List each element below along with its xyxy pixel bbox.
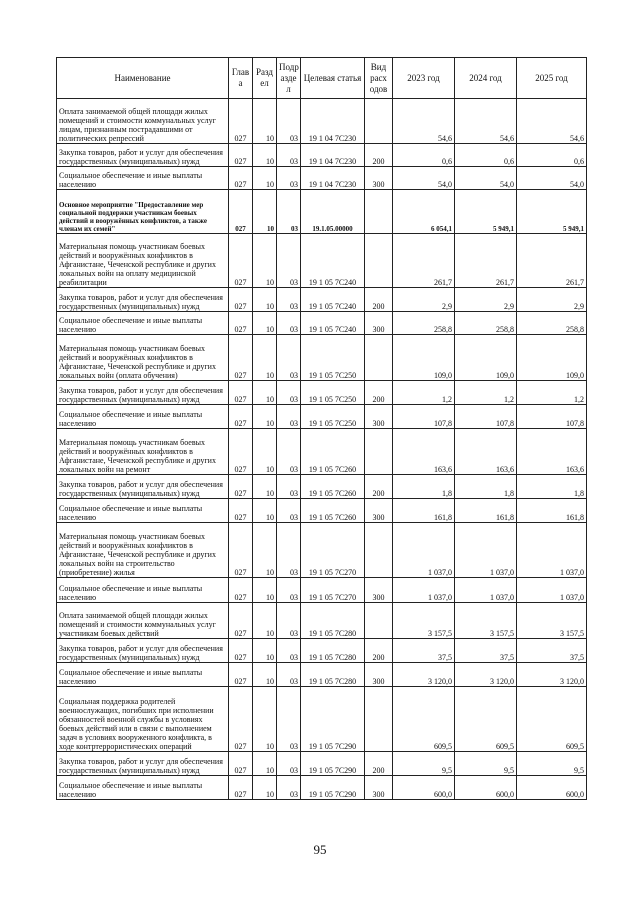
cell-y2024: 163,6	[455, 429, 517, 475]
table-row	[57, 475, 587, 499]
cell-y2025: 1,2	[517, 381, 587, 405]
cell-y2024: 261,7	[455, 234, 517, 288]
cell-podrazdel: 03	[277, 99, 301, 144]
table-header-row	[57, 58, 587, 99]
cell-y2025: 3 157,5	[517, 603, 587, 639]
cell-y2024: 3 120,0	[455, 663, 517, 687]
cell-vid: 200	[365, 475, 393, 499]
cell-vid: 200	[365, 144, 393, 167]
table-row	[57, 288, 587, 312]
cell-vid: 300	[365, 167, 393, 190]
cell-razdel: 10	[253, 429, 277, 475]
cell-y2025: 1 037,0	[517, 523, 587, 578]
cell-razdel: 10	[253, 752, 277, 776]
cell-vid	[365, 335, 393, 381]
cell-y2025: 161,8	[517, 499, 587, 523]
cell-podrazdel: 03	[277, 603, 301, 639]
cell-vid	[365, 523, 393, 578]
cell-article: 19 1 04 7C230	[301, 99, 365, 144]
cell-y2025: 9,5	[517, 752, 587, 776]
table-row	[57, 429, 587, 475]
cell-name: Закупка товаров, работ и услуг для обеспечения государственных (муниципальных) нужд	[57, 639, 229, 663]
cell-y2024: 109,0	[455, 335, 517, 381]
cell-name: Социальное обеспечение и иные выплаты населению	[57, 663, 229, 687]
cell-y2024: 1 037,0	[455, 578, 517, 603]
cell-y2023: 3 157,5	[393, 603, 455, 639]
cell-glava: 027	[229, 99, 253, 144]
cell-name: Закупка товаров, работ и услуг для обеспечения государственных (муниципальных) нужд	[57, 381, 229, 405]
cell-article: 19 1 05 7C270	[301, 523, 365, 578]
cell-article: 19 1 05 7C250	[301, 405, 365, 429]
cell-y2023: 1,8	[393, 475, 455, 499]
table-row	[57, 639, 587, 663]
cell-y2025: 109,0	[517, 335, 587, 381]
cell-vid: 200	[365, 288, 393, 312]
cell-glava: 027	[229, 190, 253, 234]
cell-name: Социальное обеспечение и иные выплаты населению	[57, 776, 229, 800]
cell-y2024: 258,8	[455, 312, 517, 335]
cell-y2025: 0,6	[517, 144, 587, 167]
cell-podrazdel: 03	[277, 429, 301, 475]
cell-name: Материальная помощь участникам боевых действий и вооружённых конфликтов в Афганистане, Чеченской республике и других локальных войн на строительство (приобретение) жилья	[57, 523, 229, 578]
cell-y2024: 54,6	[455, 99, 517, 144]
cell-glava: 027	[229, 429, 253, 475]
cell-vid: 300	[365, 776, 393, 800]
cell-y2024: 609,5	[455, 687, 517, 752]
cell-name: Социальная поддержка родителей военнослужащих, погибших при исполнении обязанностей военной службы в условиях боевых действий или в связи с выполнением задач в условиях вооруженного конфликта, в ходе контртеррористических операций	[57, 687, 229, 752]
header-glava: Глав а	[229, 58, 253, 99]
header-podrazdel: Подр азде л	[277, 58, 301, 99]
table-row	[57, 603, 587, 639]
cell-razdel: 10	[253, 499, 277, 523]
table-row	[57, 99, 587, 144]
cell-y2023: 163,6	[393, 429, 455, 475]
header-article: Целевая статья	[301, 58, 365, 99]
table-row	[57, 687, 587, 752]
cell-glava: 027	[229, 687, 253, 752]
header-razdel: Разд ел	[253, 58, 277, 99]
cell-y2025: 609,5	[517, 687, 587, 752]
cell-vid: 300	[365, 663, 393, 687]
cell-y2023: 9,5	[393, 752, 455, 776]
cell-vid	[365, 603, 393, 639]
cell-y2023: 161,8	[393, 499, 455, 523]
table-row	[57, 190, 587, 234]
table-row	[57, 167, 587, 190]
cell-y2024: 5 949,1	[455, 190, 517, 234]
cell-article: 19 1 05 7C260	[301, 499, 365, 523]
cell-article: 19 1 04 7C230	[301, 167, 365, 190]
cell-podrazdel: 03	[277, 234, 301, 288]
cell-y2025: 3 120,0	[517, 663, 587, 687]
cell-razdel: 10	[253, 603, 277, 639]
header-vid: Вид расх одов	[365, 58, 393, 99]
cell-y2023: 2,9	[393, 288, 455, 312]
cell-y2025: 5 949,1	[517, 190, 587, 234]
cell-glava: 027	[229, 288, 253, 312]
cell-y2023: 1 037,0	[393, 578, 455, 603]
header-2024: 2024 год	[455, 58, 517, 99]
cell-glava: 027	[229, 144, 253, 167]
cell-name: Оплата занимаемой общей площади жилых помещений и стоимости коммунальных услуг участникам боевых действий	[57, 603, 229, 639]
cell-glava: 027	[229, 475, 253, 499]
cell-y2023: 261,7	[393, 234, 455, 288]
header-2025: 2025 год	[517, 58, 587, 99]
cell-name: Социальное обеспечение и иные выплаты населению	[57, 167, 229, 190]
cell-y2023: 37,5	[393, 639, 455, 663]
cell-y2025: 163,6	[517, 429, 587, 475]
cell-vid: 200	[365, 639, 393, 663]
cell-podrazdel: 03	[277, 312, 301, 335]
cell-podrazdel: 03	[277, 475, 301, 499]
cell-glava: 027	[229, 776, 253, 800]
cell-y2023: 0,6	[393, 144, 455, 167]
cell-razdel: 10	[253, 288, 277, 312]
cell-name: Закупка товаров, работ и услуг для обеспечения государственных (муниципальных) нужд	[57, 475, 229, 499]
cell-razdel: 10	[253, 144, 277, 167]
cell-razdel: 10	[253, 578, 277, 603]
cell-podrazdel: 03	[277, 752, 301, 776]
cell-y2023: 109,0	[393, 335, 455, 381]
table-row	[57, 381, 587, 405]
cell-vid: 300	[365, 578, 393, 603]
cell-podrazdel: 03	[277, 523, 301, 578]
cell-y2024: 0,6	[455, 144, 517, 167]
table-row	[57, 144, 587, 167]
cell-article: 19 1 05 7C290	[301, 776, 365, 800]
cell-vid	[365, 429, 393, 475]
cell-name: Закупка товаров, работ и услуг для обеспечения государственных (муниципальных) нужд	[57, 752, 229, 776]
table-row	[57, 234, 587, 288]
cell-podrazdel: 03	[277, 335, 301, 381]
cell-y2023: 3 120,0	[393, 663, 455, 687]
cell-y2025: 261,7	[517, 234, 587, 288]
cell-razdel: 10	[253, 687, 277, 752]
cell-glava: 027	[229, 167, 253, 190]
cell-name: Социальное обеспечение и иные выплаты населению	[57, 405, 229, 429]
cell-podrazdel: 03	[277, 663, 301, 687]
cell-y2025: 54,6	[517, 99, 587, 144]
cell-razdel: 10	[253, 335, 277, 381]
cell-y2024: 107,8	[455, 405, 517, 429]
cell-y2025: 258,8	[517, 312, 587, 335]
cell-vid: 300	[365, 499, 393, 523]
cell-article: 19 1 05 7C280	[301, 639, 365, 663]
cell-y2024: 600,0	[455, 776, 517, 800]
table-row	[57, 405, 587, 429]
budget-table	[56, 57, 587, 800]
cell-y2024: 1 037,0	[455, 523, 517, 578]
cell-name: Оплата занимаемой общей площади жилых помещений и стоимости коммунальных услуг лицам, признанным пострадавшими от политических репрессий	[57, 99, 229, 144]
cell-article: 19 1 04 7C230	[301, 144, 365, 167]
header-name: Наименование	[57, 58, 229, 99]
cell-y2023: 609,5	[393, 687, 455, 752]
cell-name: Социальное обеспечение и иные выплаты населению	[57, 499, 229, 523]
cell-y2025: 37,5	[517, 639, 587, 663]
cell-name: Основное мероприятие "Предоставление мер социальной поддержки участникам боевых действий и вооружённых конфликтов, а также членам их семей"	[57, 190, 229, 234]
table-row	[57, 776, 587, 800]
cell-vid: 300	[365, 312, 393, 335]
cell-podrazdel: 03	[277, 144, 301, 167]
cell-article: 19 1 05 7C240	[301, 312, 365, 335]
cell-glava: 027	[229, 523, 253, 578]
cell-razdel: 10	[253, 663, 277, 687]
cell-name: Социальное обеспечение и иные выплаты населению	[57, 312, 229, 335]
cell-y2024: 3 157,5	[455, 603, 517, 639]
cell-y2024: 1,8	[455, 475, 517, 499]
cell-podrazdel: 03	[277, 167, 301, 190]
table-row	[57, 578, 587, 603]
cell-glava: 027	[229, 234, 253, 288]
cell-glava: 027	[229, 499, 253, 523]
table-row	[57, 752, 587, 776]
cell-y2024: 9,5	[455, 752, 517, 776]
cell-article: 19 1 05 7C250	[301, 335, 365, 381]
cell-name: Материальная помощь участникам боевых действий и вооружённых конфликтов в Афганистане, Чеченской республике и других локальных войн на ремонт	[57, 429, 229, 475]
cell-y2023: 6 054,1	[393, 190, 455, 234]
cell-glava: 027	[229, 603, 253, 639]
cell-razdel: 10	[253, 312, 277, 335]
cell-name: Закупка товаров, работ и услуг для обеспечения государственных (муниципальных) нужд	[57, 288, 229, 312]
cell-y2025: 1,8	[517, 475, 587, 499]
cell-y2023: 1,2	[393, 381, 455, 405]
cell-article: 19 1 05 7C240	[301, 288, 365, 312]
cell-podrazdel: 03	[277, 405, 301, 429]
cell-article: 19 1 05 7C290	[301, 752, 365, 776]
cell-glava: 027	[229, 752, 253, 776]
cell-y2023: 1 037,0	[393, 523, 455, 578]
cell-podrazdel: 03	[277, 381, 301, 405]
table-row	[57, 499, 587, 523]
cell-y2024: 2,9	[455, 288, 517, 312]
cell-podrazdel: 03	[277, 499, 301, 523]
cell-name: Материальная помощь участникам боевых действий и вооружённых конфликтов в Афганистане, Чеченской республике и других локальных войн (оплата обучения)	[57, 335, 229, 381]
cell-razdel: 10	[253, 475, 277, 499]
cell-razdel: 10	[253, 167, 277, 190]
table-row	[57, 663, 587, 687]
cell-y2023: 107,8	[393, 405, 455, 429]
cell-podrazdel: 03	[277, 776, 301, 800]
cell-razdel: 10	[253, 523, 277, 578]
cell-vid	[365, 99, 393, 144]
cell-article: 19 1 05 7C240	[301, 234, 365, 288]
cell-name: Социальное обеспечение и иные выплаты населению	[57, 578, 229, 603]
cell-vid: 200	[365, 381, 393, 405]
table-row	[57, 312, 587, 335]
cell-name: Материальная помощь участникам боевых действий и вооружённых конфликтов в Афганистане, Чеченской республике и других локальных войн на оплату медицинской реабилитации	[57, 234, 229, 288]
cell-glava: 027	[229, 639, 253, 663]
cell-razdel: 10	[253, 639, 277, 663]
cell-y2024: 37,5	[455, 639, 517, 663]
table-body	[57, 99, 587, 800]
cell-article: 19 1 05 7C280	[301, 663, 365, 687]
cell-article: 19 1 05 7C290	[301, 687, 365, 752]
cell-article: 19 1 05 7C260	[301, 429, 365, 475]
table-row	[57, 523, 587, 578]
cell-y2025: 2,9	[517, 288, 587, 312]
cell-article: 19 1 05 7C260	[301, 475, 365, 499]
cell-y2023: 54,6	[393, 99, 455, 144]
table-row	[57, 335, 587, 381]
cell-article: 19 1 05 7C280	[301, 603, 365, 639]
cell-glava: 027	[229, 578, 253, 603]
cell-podrazdel: 03	[277, 288, 301, 312]
cell-y2023: 54,0	[393, 167, 455, 190]
cell-vid	[365, 234, 393, 288]
cell-glava: 027	[229, 335, 253, 381]
cell-y2025: 600,0	[517, 776, 587, 800]
cell-vid	[365, 190, 393, 234]
cell-y2024: 1,2	[455, 381, 517, 405]
page-number: 95	[313, 842, 327, 857]
cell-vid	[365, 687, 393, 752]
cell-y2023: 258,8	[393, 312, 455, 335]
cell-razdel: 10	[253, 381, 277, 405]
cell-glava: 027	[229, 663, 253, 687]
cell-razdel: 10	[253, 776, 277, 800]
cell-y2025: 1 037,0	[517, 578, 587, 603]
cell-name: Закупка товаров, работ и услуг для обеспечения государственных (муниципальных) нужд	[57, 144, 229, 167]
cell-vid: 300	[365, 405, 393, 429]
cell-y2025: 107,8	[517, 405, 587, 429]
cell-article: 19 1 05 7C270	[301, 578, 365, 603]
cell-razdel: 10	[253, 405, 277, 429]
cell-razdel: 10	[253, 190, 277, 234]
cell-glava: 027	[229, 405, 253, 429]
cell-glava: 027	[229, 312, 253, 335]
cell-article: 19.1.05.00000	[301, 190, 365, 234]
cell-podrazdel: 03	[277, 639, 301, 663]
cell-podrazdel: 03	[277, 687, 301, 752]
header-2023: 2023 год	[393, 58, 455, 99]
cell-y2025: 54,0	[517, 167, 587, 190]
cell-podrazdel: 03	[277, 578, 301, 603]
cell-article: 19 1 05 7C250	[301, 381, 365, 405]
cell-podrazdel: 03	[277, 190, 301, 234]
cell-glava: 027	[229, 381, 253, 405]
cell-razdel: 10	[253, 99, 277, 144]
cell-razdel: 10	[253, 234, 277, 288]
cell-y2024: 161,8	[455, 499, 517, 523]
cell-y2024: 54,0	[455, 167, 517, 190]
cell-vid: 200	[365, 752, 393, 776]
cell-y2023: 600,0	[393, 776, 455, 800]
